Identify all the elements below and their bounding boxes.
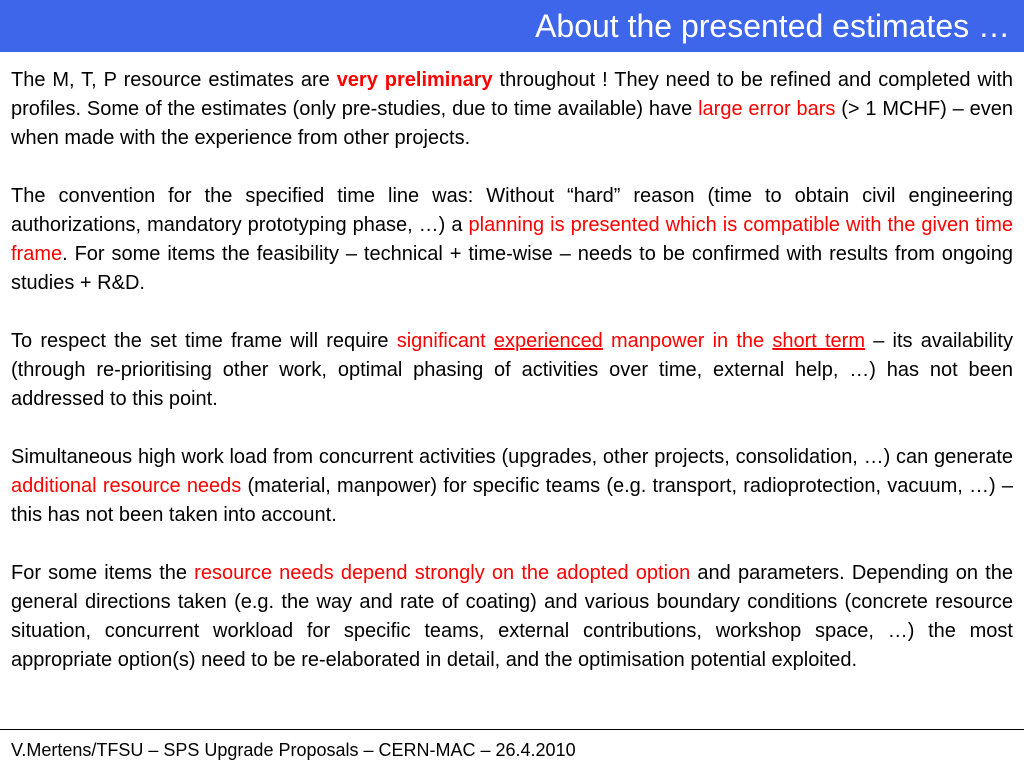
text-segment: (material, manpower) for specific teams (e.g. transport, radioprotection, vacuum, …) – this has not been taken into account.	[11, 475, 1013, 526]
text-segment: The convention for the specified time line was: Without “hard” reason (time to obtain civil engineering authorizations, mandatory prototyping phase, …) a	[11, 185, 1013, 236]
highlight-additional-resource-needs: additional resource needs	[11, 475, 242, 497]
paragraph-time-line-convention	[11, 182, 1013, 298]
text-segment: throughout ! They need to be refined and completed with profiles. Some of the estimates (only pre-studies, due to time available) have	[11, 69, 1014, 120]
text-segment: (> 1 MCHF) – even when made with the experience from other projects.	[11, 98, 1013, 149]
text-segment: The M, T, P resource estimates are	[11, 69, 337, 91]
text-segment: For some items the	[11, 562, 195, 584]
highlight-resource-needs-option: resource needs depend strongly on the adopted option	[194, 562, 691, 584]
highlight-manpower: manpower in the	[602, 330, 773, 352]
footer-citation: V.Mertens/TFSU – SPS Upgrade Proposals – CERN-MAC – 26.4.2010	[11, 740, 576, 760]
text-segment: and parameters. Depending on the general directions taken (e.g. the way and rate of coating) and various boundary conditions (concrete resource situation, concurrent workload for specific teams, external contributions, workshop space, …) the most appropriate option(s) need to be re-elaborated in detail, and the optimisation potential exploited.	[11, 562, 1013, 671]
text-segment: . For some items the feasibility – technical + time-wise – needs to be confirmed with results from ongoing studies + R&D.	[11, 243, 1013, 294]
highlight-short-term: short term	[772, 330, 866, 352]
highlight-large-error-bars: large error bars	[698, 98, 836, 120]
footer-divider	[0, 729, 1024, 730]
paragraph-adopted-option	[11, 559, 1013, 675]
paragraph-preliminary-estimates	[11, 66, 1013, 153]
highlight-experienced: experienced	[493, 330, 603, 352]
paragraph-manpower	[11, 327, 1013, 414]
text-segment: To respect the set time frame will require	[11, 330, 397, 352]
slide-title: About the presented estimates …	[535, 8, 1010, 44]
highlight-significant: significant	[396, 330, 494, 352]
highlight-very-preliminary: very preliminary	[336, 69, 493, 91]
text-segment: – its availability (through re-prioritising other work, optimal phasing of activities over time, external help, …) has not been addressed to this point.	[11, 330, 1013, 410]
text-segment: Simultaneous high work load from concurrent activities (upgrades, other projects, consolidation, …) can generate	[11, 446, 1013, 468]
highlight-planning-compatible: planning is presented which is compatible with the given time frame	[11, 214, 1013, 265]
title-bar	[0, 0, 1024, 52]
paragraph-concurrent-workload	[11, 443, 1013, 530]
slide-body	[11, 66, 1013, 675]
